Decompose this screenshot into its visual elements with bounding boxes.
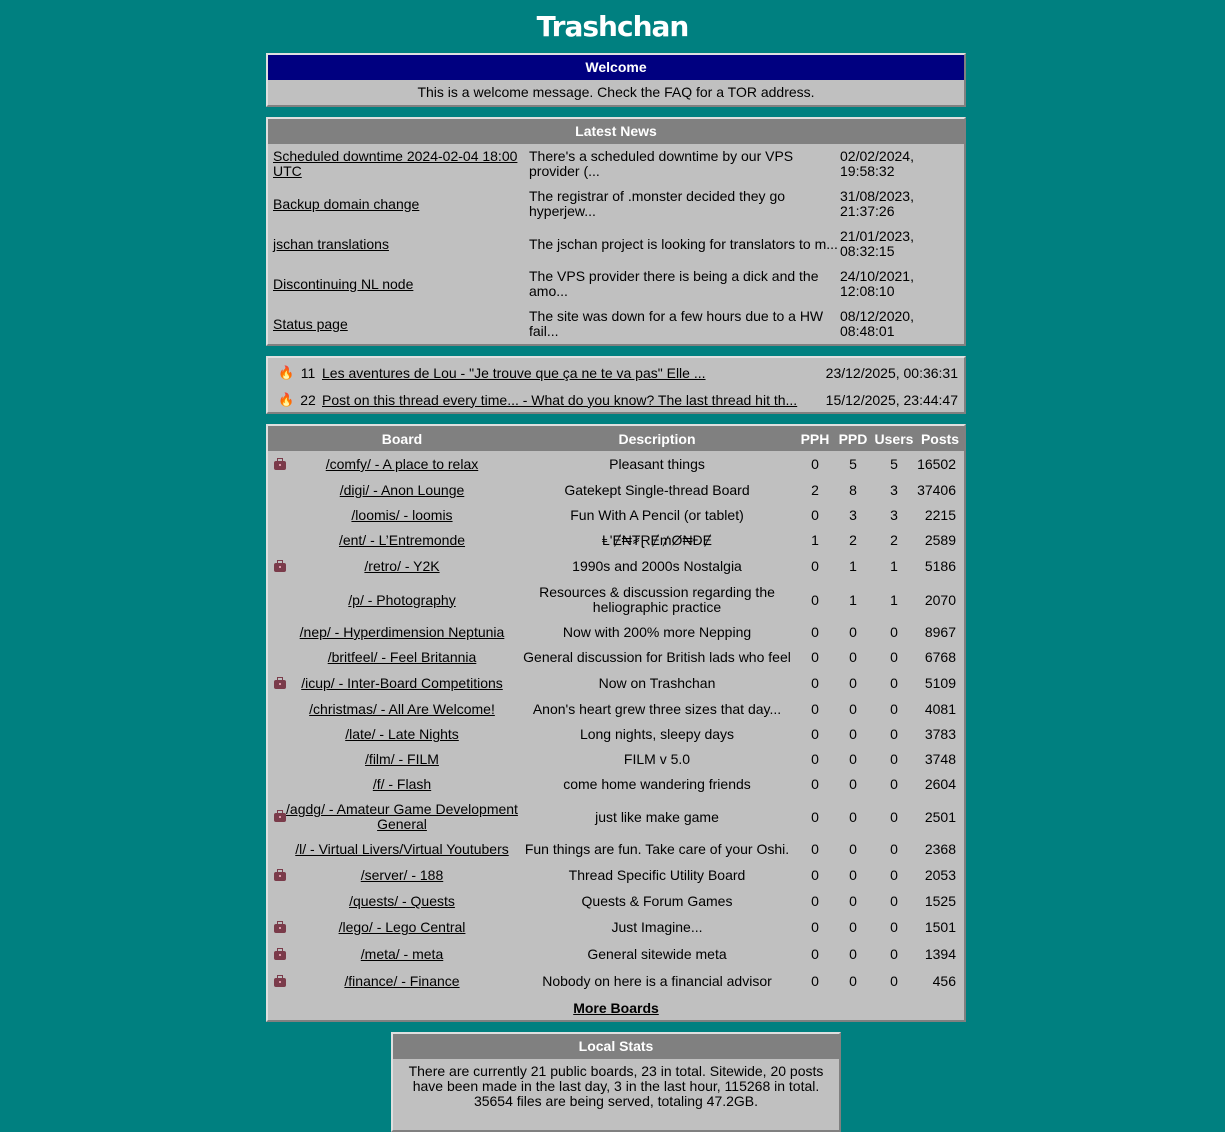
- board-link[interactable]: /finance/ - Finance: [344, 973, 460, 989]
- news-date: 24/10/2021,: [840, 268, 914, 284]
- news-summary: The jschan project is looking for translators to m...: [529, 235, 838, 252]
- news-title-link[interactable]: Discontinuing NL node: [273, 275, 414, 292]
- board-name-cell: [286, 797, 518, 837]
- board-users: 0: [890, 701, 898, 717]
- news-date: 31/08/2023,: [840, 188, 914, 204]
- board-ppd: 5: [849, 456, 857, 472]
- fire-icon: 🔥: [278, 392, 295, 407]
- hot-threads-box: [266, 356, 966, 414]
- board-row: [268, 889, 964, 914]
- news-date-cell: [840, 264, 964, 304]
- board-description: Fun With A Pencil (or tablet): [570, 507, 744, 523]
- board-link[interactable]: /p/ - Photography: [348, 591, 456, 608]
- welcome-message: This is a welcome message. Check the FAQ for a TOR address.: [417, 84, 815, 100]
- board-pph: 0: [811, 841, 819, 857]
- board-posts: 456: [932, 973, 956, 989]
- board-link[interactable]: /l/ - Virtual Livers/Virtual Youtubers: [295, 841, 509, 857]
- board-posts: 2501: [924, 808, 956, 825]
- board-ppd: 0: [849, 726, 857, 742]
- board-row: [268, 722, 964, 747]
- news-time: 08:32:15: [840, 243, 895, 259]
- news-title-link[interactable]: Scheduled downtime 2024-02-04 18:00 UTC: [273, 148, 518, 179]
- board-pph: 0: [811, 808, 819, 825]
- board-row: [268, 478, 964, 503]
- board-posts: 6768: [924, 649, 956, 665]
- board-pph: 0: [811, 776, 819, 792]
- header-description: Description: [518, 426, 796, 451]
- board-row: [268, 772, 964, 797]
- board-link[interactable]: /f/ - Flash: [372, 776, 432, 792]
- news-time: 21:37:26: [840, 203, 895, 219]
- board-pph: 1: [811, 532, 819, 548]
- board-users: 2: [890, 532, 898, 548]
- board-icon-cell: [268, 722, 286, 747]
- hot-thread-title-cell: [322, 386, 798, 413]
- board-link[interactable]: /server/ - 188: [360, 867, 444, 883]
- board-icon-cell: [268, 941, 286, 968]
- board-ppd: 1: [849, 591, 857, 608]
- board-icon-cell: [268, 914, 286, 941]
- board-users: 0: [890, 624, 898, 640]
- news-date: 08/12/2020,: [840, 308, 914, 324]
- board-link[interactable]: /agdg/ - Amateur Game Development General: [286, 801, 518, 832]
- board-pph: 0: [811, 624, 819, 640]
- hot-threads-table: [268, 359, 964, 413]
- board-pph: 0: [811, 675, 819, 691]
- news-date: 02/02/2024,: [840, 148, 914, 164]
- board-users: 0: [890, 973, 898, 989]
- board-pph: 0: [811, 893, 819, 909]
- hot-thread-row: [268, 386, 964, 413]
- board-icon-cell: [268, 451, 286, 478]
- board-posts: 16502: [917, 456, 956, 472]
- hot-thread-link[interactable]: Post on this thread every time... - What do you know? The last thread hit th...: [322, 391, 798, 408]
- board-icon-cell: [268, 889, 286, 914]
- board-pph: 0: [811, 946, 819, 962]
- board-ppd: 0: [849, 701, 857, 717]
- board-posts: 3748: [924, 751, 956, 767]
- news-summary: The registrar of .monster decided they go hyperjew...: [529, 188, 786, 219]
- news-row: [268, 264, 964, 304]
- board-posts: 2368: [924, 841, 956, 857]
- board-name-cell: [286, 889, 518, 914]
- board-users: 3: [890, 507, 898, 523]
- board-users: 0: [890, 649, 898, 665]
- board-ppd: 0: [849, 946, 857, 962]
- board-ppd: 0: [849, 675, 857, 691]
- hot-thread-link[interactable]: Les aventures de Lou - "Je trouve que ça ne te va pas" Elle ...: [322, 364, 706, 381]
- board-row: [268, 968, 964, 995]
- board-description: Nobody on here is a financial advisor: [542, 973, 772, 989]
- board-users: 0: [890, 808, 898, 825]
- board-row: [268, 862, 964, 889]
- header-pph: PPH: [796, 426, 834, 451]
- board-name-cell: [286, 837, 518, 862]
- board-ppd: 8: [849, 482, 857, 498]
- board-users: 0: [890, 841, 898, 857]
- board-posts: 8967: [924, 624, 956, 640]
- board-ppd: 2: [849, 532, 857, 548]
- board-name-cell: [286, 620, 518, 645]
- board-link[interactable]: /late/ - Late Nights: [345, 726, 459, 742]
- board-icon-cell: [268, 697, 286, 722]
- board-description: FILM v 5.0: [623, 751, 691, 767]
- board-row: [268, 528, 964, 553]
- board-pph: 0: [811, 919, 819, 935]
- board-link[interactable]: /quests/ - Quests: [349, 893, 455, 909]
- hot-thread-icon-cell: [268, 359, 294, 386]
- board-link[interactable]: /icup/ - Inter-Board Competitions: [301, 675, 503, 691]
- header-posts: Posts: [916, 426, 964, 451]
- briefcase-icon: [274, 680, 286, 689]
- news-table: [268, 144, 964, 344]
- board-link[interactable]: /ent/ - L’Entremonde: [338, 532, 466, 548]
- board-ppd: 0: [849, 624, 857, 640]
- header-ppd: PPD: [834, 426, 872, 451]
- stats-box: [391, 1032, 841, 1132]
- board-posts: 1501: [924, 919, 956, 935]
- board-name-cell: [286, 580, 518, 620]
- board-row: [268, 747, 964, 772]
- board-description: Thread Specific Utility Board: [568, 867, 746, 883]
- board-posts: 1394: [924, 946, 956, 962]
- board-description: General discussion for British lads who feel: [523, 649, 791, 665]
- board-row: [268, 697, 964, 722]
- board-description: Fun things are fun. Take care of your Oshi.: [524, 841, 790, 857]
- board-name-cell: [286, 772, 518, 797]
- board-link[interactable]: /comfy/ - A place to relax: [325, 456, 479, 472]
- briefcase-icon: [274, 563, 286, 572]
- news-date-cell: [840, 304, 964, 344]
- board-link[interactable]: /meta/ - meta: [360, 946, 444, 962]
- board-icon-cell: [268, 528, 286, 553]
- board-users: 1: [890, 591, 898, 608]
- board-row: [268, 670, 964, 697]
- news-title-link[interactable]: Backup domain change: [273, 195, 420, 212]
- hot-thread-row: [268, 359, 964, 386]
- board-name-cell: [286, 451, 518, 478]
- board-name-cell: [286, 722, 518, 747]
- board-ppd: 0: [849, 893, 857, 909]
- board-users: 0: [890, 919, 898, 935]
- board-users: 0: [890, 867, 898, 883]
- board-pph: 0: [811, 558, 819, 574]
- board-name-cell: [286, 862, 518, 889]
- briefcase-icon: [274, 461, 286, 470]
- header-icon-col: [268, 426, 286, 451]
- hot-thread-date: 23/12/2025, 00:36:31: [825, 364, 958, 381]
- hot-thread-title-cell: [322, 359, 798, 386]
- board-ppd: 1: [849, 558, 857, 574]
- board-description: General sitewide meta: [587, 946, 727, 962]
- hot-thread-count: 11: [300, 364, 316, 381]
- board-pph: 0: [811, 751, 819, 767]
- board-posts: 2604: [924, 776, 956, 792]
- news-row: [268, 304, 964, 344]
- stats-line-2: 35654 files are being served, totaling 47.2GB.: [473, 1093, 759, 1109]
- board-ppd: 0: [849, 919, 857, 935]
- board-ppd: 0: [849, 751, 857, 767]
- board-row: [268, 837, 964, 862]
- board-posts: 37406: [917, 482, 956, 498]
- board-icon-cell: [268, 747, 286, 772]
- board-description: Resources & discussion regarding the heliographic practice: [539, 584, 775, 615]
- more-boards-row: [268, 995, 964, 1021]
- board-pph: 0: [811, 701, 819, 717]
- board-name-cell: [286, 941, 518, 968]
- board-posts: 2215: [924, 507, 956, 523]
- board-description: Long nights, sleepy days: [579, 726, 735, 742]
- news-time: 08:48:01: [840, 323, 895, 339]
- board-users: 0: [890, 893, 898, 909]
- news-date-cell: [840, 144, 964, 184]
- board-description: just like make game: [595, 808, 719, 825]
- news-summary: There's a scheduled downtime by our VPS provider (...: [529, 148, 794, 179]
- briefcase-icon: [274, 872, 286, 881]
- board-pph: 0: [811, 867, 819, 883]
- briefcase-icon: [274, 813, 286, 822]
- board-description: come home wandering friends: [563, 776, 751, 792]
- board-name-cell: [286, 968, 518, 995]
- hot-thread-icon-cell: [268, 386, 294, 413]
- board-description: Now with 200% more Nepping: [562, 624, 752, 640]
- board-posts: 5109: [924, 675, 956, 691]
- board-icon-cell: [268, 478, 286, 503]
- board-description: Just Imagine...: [611, 919, 703, 935]
- board-users: 1: [890, 558, 898, 574]
- board-posts: 3783: [924, 726, 956, 742]
- fire-icon: 🔥: [278, 365, 295, 380]
- board-description: Gatekept Single-thread Board: [564, 482, 750, 498]
- board-icon-cell: [268, 968, 286, 995]
- news-box: [266, 117, 966, 346]
- board-row: [268, 451, 964, 478]
- more-boards-link[interactable]: More Boards: [573, 1000, 659, 1016]
- board-description: Pleasant things: [609, 456, 705, 472]
- board-name-cell: [286, 503, 518, 528]
- news-date: 21/01/2023,: [840, 228, 914, 244]
- news-title-cell: [268, 304, 529, 344]
- news-date-cell: [840, 224, 964, 264]
- board-users: 0: [890, 776, 898, 792]
- news-summary: The site was down for a few hours due to a HW fail...: [529, 308, 824, 339]
- stats-line-1: There are currently 21 public boards, 23 in total. Sitewide, 20 posts have been made in the last day, 3 in the last hour, 115268 in total.: [408, 1063, 824, 1094]
- board-icon-cell: [268, 503, 286, 528]
- board-name-cell: [286, 670, 518, 697]
- news-heading: Latest News: [268, 119, 964, 144]
- board-users: 0: [890, 751, 898, 767]
- briefcase-icon: [274, 978, 286, 987]
- board-name-cell: [286, 528, 518, 553]
- board-users: 5: [890, 456, 898, 472]
- news-title-cell: [268, 264, 529, 304]
- board-link[interactable]: /britfeel/ - Feel Britannia: [327, 649, 477, 665]
- board-description: Anon's heart grew three sizes that day...: [532, 701, 782, 717]
- board-icon-cell: [268, 620, 286, 645]
- board-icon-cell: [268, 837, 286, 862]
- news-summary: The VPS provider there is being a dick and the amo...: [529, 268, 819, 299]
- board-users: 0: [890, 675, 898, 691]
- board-icon-cell: [268, 553, 286, 580]
- board-ppd: 0: [849, 973, 857, 989]
- board-icon-cell: [268, 645, 286, 670]
- news-title-cell: [268, 144, 529, 184]
- board-name-cell: [286, 914, 518, 941]
- board-row: [268, 797, 964, 837]
- board-pph: 0: [811, 507, 819, 523]
- board-ppd: 0: [849, 867, 857, 883]
- news-title-cell: [268, 224, 529, 264]
- board-pph: 0: [811, 973, 819, 989]
- board-icon-cell: [268, 580, 286, 620]
- hot-thread-date: 15/12/2025, 23:44:47: [825, 391, 958, 408]
- board-link[interactable]: /digi/ - Anon Lounge: [339, 482, 465, 498]
- board-users: 0: [890, 726, 898, 742]
- board-row: [268, 914, 964, 941]
- board-link[interactable]: /film/ - FILM: [365, 751, 439, 767]
- board-ppd: 0: [849, 808, 857, 825]
- board-link[interactable]: /christmas/ - All Are Welcome!: [309, 701, 495, 717]
- board-row: [268, 553, 964, 580]
- board-row: [268, 645, 964, 670]
- board-row: [268, 503, 964, 528]
- board-posts: 2070: [924, 591, 956, 608]
- news-time: 12:08:10: [840, 283, 895, 299]
- board-row: [268, 580, 964, 620]
- board-description: Now on Trashchan: [598, 675, 716, 691]
- boards-table: [268, 426, 964, 995]
- board-posts: 2053: [924, 867, 956, 883]
- news-title-link[interactable]: Status page: [273, 315, 348, 332]
- board-ppd: 0: [849, 841, 857, 857]
- board-link[interactable]: /lego/ - Lego Central: [338, 919, 466, 935]
- news-row: [268, 184, 964, 224]
- board-posts: 5186: [924, 558, 956, 574]
- site-title: Trashchan: [536, 10, 689, 43]
- board-icon-cell: [268, 670, 286, 697]
- board-ppd: 0: [849, 776, 857, 792]
- board-name-cell: [286, 553, 518, 580]
- header-board: Board: [286, 426, 518, 451]
- board-row: [268, 620, 964, 645]
- board-posts: 4081: [924, 701, 956, 717]
- board-pph: 0: [811, 649, 819, 665]
- news-title-link[interactable]: jschan translations: [273, 235, 389, 252]
- news-row: [268, 144, 964, 184]
- news-title-cell: [268, 184, 529, 224]
- board-link[interactable]: /retro/ - Y2K: [364, 558, 440, 574]
- board-ppd: 0: [849, 649, 857, 665]
- board-pph: 0: [811, 726, 819, 742]
- board-pph: 0: [811, 591, 819, 608]
- board-icon-cell: [268, 862, 286, 889]
- board-name-cell: [286, 697, 518, 722]
- board-pph: 0: [811, 456, 819, 472]
- board-name-cell: [286, 478, 518, 503]
- boards-box: [266, 424, 966, 1022]
- news-row: [268, 224, 964, 264]
- board-link[interactable]: /loomis/ - loomis: [351, 507, 453, 523]
- welcome-heading: Welcome: [268, 55, 964, 80]
- board-users: 0: [890, 946, 898, 962]
- board-icon-cell: [268, 772, 286, 797]
- board-name-cell: [286, 747, 518, 772]
- briefcase-icon: [274, 951, 286, 960]
- stats-text: [393, 1059, 839, 1113]
- stats-heading: Local Stats: [393, 1034, 839, 1059]
- board-icon-cell: [268, 797, 286, 837]
- board-description: Quests & Forum Games: [581, 893, 733, 909]
- board-pph: 2: [811, 482, 819, 498]
- board-description: Ⱡ'Ɇ₦₮ⱤɆ₥Ø₦ĐɆ: [601, 532, 713, 548]
- board-posts: 1525: [924, 893, 956, 909]
- welcome-box: [266, 53, 966, 107]
- hot-thread-count: 22: [300, 391, 316, 408]
- briefcase-icon: [274, 924, 286, 933]
- board-posts: 2589: [924, 532, 956, 548]
- news-date-cell: [840, 184, 964, 224]
- header-users: Users: [872, 426, 916, 451]
- board-users: 3: [890, 482, 898, 498]
- board-description: 1990s and 2000s Nostalgia: [572, 558, 742, 574]
- news-time: 19:58:32: [840, 163, 895, 179]
- board-row: [268, 941, 964, 968]
- board-name-cell: [286, 645, 518, 670]
- board-link[interactable]: /nep/ - Hyperdimension Neptunia: [299, 624, 505, 640]
- board-ppd: 3: [849, 507, 857, 523]
